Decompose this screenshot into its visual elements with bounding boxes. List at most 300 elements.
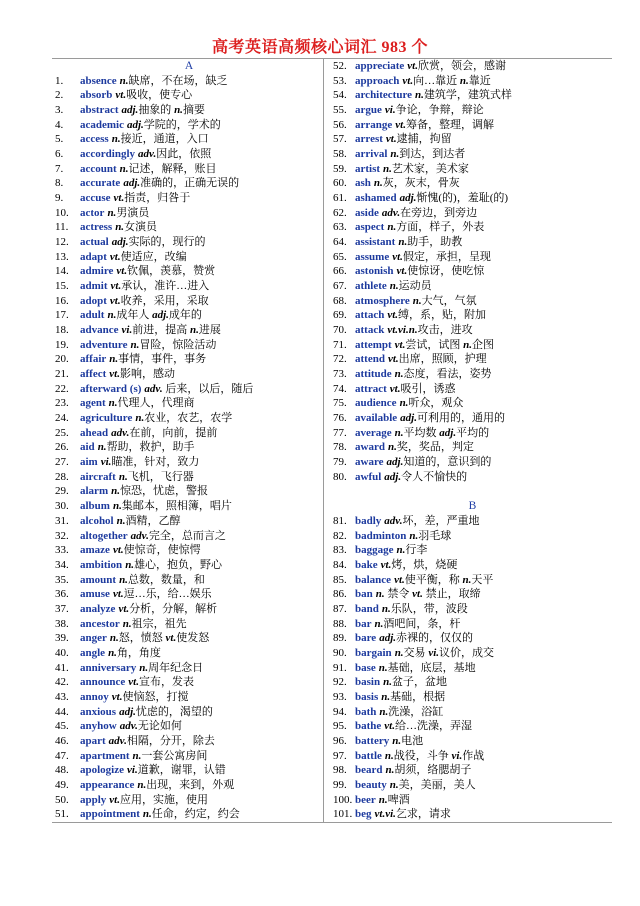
vocab-entry bbox=[333, 396, 612, 411]
entry-word: aside bbox=[355, 206, 379, 219]
definition: 使适应，改编 bbox=[120, 250, 187, 263]
entry-number: 52. bbox=[333, 60, 347, 72]
entry-word: appreciate bbox=[355, 60, 405, 72]
part-of-speech: n. bbox=[112, 500, 122, 513]
part-of-speech: n. bbox=[119, 74, 129, 87]
entry-word: aircraft bbox=[80, 470, 116, 483]
entry-word: accuse bbox=[80, 192, 111, 205]
definition: 指责，归咎于 bbox=[124, 192, 191, 205]
definition: 洗澡，浴缸 bbox=[388, 705, 444, 718]
part-of-speech: n. bbox=[409, 529, 419, 542]
vocab-entry bbox=[55, 191, 323, 206]
entry-word: assistant bbox=[355, 236, 396, 249]
definition: 吸收，使专心 bbox=[126, 89, 193, 102]
vocab-entry bbox=[333, 675, 612, 690]
part-of-speech: adv. bbox=[130, 529, 149, 542]
entry-word: amuse bbox=[80, 588, 110, 601]
definition: 行李 bbox=[405, 544, 428, 557]
entry-number: 92. bbox=[333, 676, 347, 689]
part-of-speech: vt. bbox=[387, 353, 399, 366]
entry-word: audience bbox=[355, 397, 397, 410]
part-of-speech: n. bbox=[381, 690, 391, 703]
part-of-speech: adv. bbox=[384, 514, 403, 527]
definition: 实际的，现行的 bbox=[128, 236, 206, 249]
definition: 雄心，抱负，野心 bbox=[134, 558, 223, 571]
vocab-entry bbox=[333, 778, 612, 793]
entry-number: 23. bbox=[55, 397, 69, 410]
vocab-entry bbox=[55, 250, 323, 265]
entry-word: agriculture bbox=[80, 412, 133, 425]
entry-number: 93. bbox=[333, 690, 347, 703]
vocab-entry bbox=[55, 367, 323, 382]
definition: 祖宗，祖先 bbox=[131, 617, 187, 630]
entry-number: 7. bbox=[55, 162, 64, 175]
entry-word: attitude bbox=[355, 368, 392, 381]
definition: 羽毛球 bbox=[418, 529, 452, 542]
definition: 议价，成交 bbox=[439, 646, 495, 659]
entry-number: 98. bbox=[333, 764, 347, 777]
part-of-speech: n. bbox=[462, 573, 472, 586]
entry-number: 39. bbox=[55, 632, 69, 645]
entry-number: 45. bbox=[55, 720, 69, 733]
part-of-speech: adj. bbox=[121, 104, 139, 117]
entry-number: 75. bbox=[333, 397, 347, 410]
entry-number: 70. bbox=[333, 324, 347, 337]
definition: 禁令 bbox=[384, 588, 413, 601]
entry-number: 9. bbox=[55, 192, 64, 205]
definition: 筹备，整理，调解 bbox=[405, 118, 494, 131]
part-of-speech: adv. bbox=[144, 382, 163, 395]
entry-number: 88. bbox=[333, 617, 347, 630]
entry-number: 74. bbox=[333, 382, 347, 395]
vocab-entry bbox=[333, 338, 612, 353]
definition: 赤裸的，仅仅的 bbox=[396, 632, 473, 645]
definition: 建筑学，建筑式样 bbox=[423, 89, 512, 102]
part-of-speech: adj. bbox=[384, 470, 402, 483]
definition: 代理人，代理商 bbox=[117, 397, 195, 410]
vocab-entry bbox=[333, 118, 612, 133]
part-of-speech: vi. bbox=[127, 764, 138, 777]
vocab-entry bbox=[55, 235, 323, 250]
entry-number: 12. bbox=[55, 236, 69, 249]
vocab-entry bbox=[333, 529, 612, 544]
definition: 无论如何 bbox=[137, 720, 182, 733]
definition: 奖，奖品，判定 bbox=[396, 441, 474, 454]
entry-number: 87. bbox=[333, 602, 347, 615]
entry-number: 72. bbox=[333, 353, 347, 366]
vocab-entry bbox=[333, 162, 612, 177]
entry-number: 60. bbox=[333, 177, 347, 190]
entry-word: apply bbox=[80, 793, 107, 806]
definition: 任命，约定，约会 bbox=[151, 808, 240, 821]
part-of-speech: vt. bbox=[118, 602, 130, 615]
entry-number: 42. bbox=[55, 676, 69, 689]
definition: 方面，样子，外表 bbox=[396, 221, 485, 234]
part-of-speech: n. bbox=[390, 148, 400, 161]
entry-word: adopt bbox=[80, 294, 107, 307]
vocabulary-table bbox=[52, 58, 612, 823]
vocab-entry bbox=[55, 749, 323, 764]
entry-number: 18. bbox=[55, 324, 69, 337]
vocab-entry bbox=[333, 573, 612, 588]
entry-number: 28. bbox=[55, 470, 69, 483]
definition: 学院的，学术的 bbox=[143, 118, 221, 131]
part-of-speech: adj. bbox=[400, 412, 417, 425]
vocab-entry bbox=[55, 470, 323, 485]
definition: 基础，根据 bbox=[390, 690, 446, 703]
part-of-speech: vt. bbox=[394, 338, 406, 351]
vocab-entry bbox=[333, 74, 612, 89]
entry-word: adapt bbox=[80, 250, 107, 263]
part-of-speech: vt. bbox=[407, 60, 418, 72]
right-column bbox=[324, 59, 612, 822]
entry-number: 35. bbox=[55, 573, 69, 586]
entry-word: apartment bbox=[80, 749, 130, 762]
entry-word: battery bbox=[355, 734, 390, 747]
part-of-speech: vt. bbox=[389, 382, 401, 395]
definition: 欣赏，领会，感谢 bbox=[418, 60, 506, 72]
definition: 乐队，带，波段 bbox=[390, 602, 468, 615]
vocab-entry bbox=[55, 558, 323, 573]
vocab-entry bbox=[333, 103, 612, 118]
part-of-speech: n. bbox=[189, 324, 199, 337]
vocab-entry bbox=[55, 617, 323, 632]
vocab-entry bbox=[55, 338, 323, 353]
part-of-speech: vt. bbox=[380, 558, 392, 571]
entry-word: average bbox=[355, 426, 392, 439]
definition: 成年的 bbox=[168, 309, 202, 322]
vocab-entry bbox=[333, 617, 612, 632]
entry-number: 101. bbox=[333, 808, 353, 821]
vocab-entry bbox=[333, 719, 612, 734]
section-header: B bbox=[468, 500, 477, 513]
vocab-entry bbox=[333, 690, 612, 705]
entry-word: ashamed bbox=[355, 192, 397, 205]
part-of-speech: n. bbox=[383, 162, 392, 175]
entry-number: 6. bbox=[55, 148, 64, 161]
part-of-speech: n. bbox=[135, 412, 145, 425]
part-of-speech: adj. bbox=[439, 426, 457, 439]
entry-number: 57. bbox=[333, 133, 347, 146]
entry-word: admire bbox=[80, 265, 114, 278]
definition: 禁止，取缔 bbox=[422, 588, 481, 601]
vocab-entry bbox=[55, 675, 323, 690]
definition: 啤酒 bbox=[387, 793, 410, 806]
part-of-speech: n. bbox=[392, 734, 402, 747]
vocab-entry bbox=[55, 499, 323, 514]
vocab-entry bbox=[55, 103, 323, 118]
entry-number: 80. bbox=[333, 470, 347, 483]
entry-number: 67. bbox=[333, 280, 347, 293]
entry-word: argue bbox=[355, 104, 382, 117]
entry-word: anxious bbox=[80, 705, 117, 718]
vocab-entry bbox=[55, 455, 323, 470]
definition: 平均数 bbox=[403, 426, 440, 439]
vocab-entry bbox=[333, 132, 612, 147]
entry-word: actual bbox=[80, 236, 109, 249]
entry-word: actress bbox=[80, 221, 113, 234]
part-of-speech: vt.vi.n. bbox=[387, 324, 418, 337]
part-of-speech: n. bbox=[399, 397, 409, 410]
part-of-speech: n. bbox=[398, 236, 408, 249]
part-of-speech: n. bbox=[142, 808, 152, 821]
part-of-speech: vt. bbox=[112, 588, 124, 601]
definition: 飞机，飞行器 bbox=[127, 470, 194, 483]
entry-word: album bbox=[80, 500, 110, 513]
entry-word: altogether bbox=[80, 529, 128, 542]
part-of-speech: vt. bbox=[116, 265, 128, 278]
entry-number: 66. bbox=[333, 265, 347, 278]
entry-word: attend bbox=[355, 353, 385, 366]
entry-number: 54. bbox=[333, 89, 347, 102]
entry-word: attach bbox=[355, 309, 385, 322]
entry-number: 73. bbox=[333, 368, 347, 381]
entry-word: beard bbox=[355, 764, 383, 777]
entry-number: 48. bbox=[55, 764, 69, 777]
vocab-entry bbox=[55, 705, 323, 720]
entry-number: 15. bbox=[55, 280, 69, 293]
definition: 忧虑的，渴望的 bbox=[135, 705, 213, 718]
part-of-speech: n. bbox=[379, 705, 389, 718]
definition: 后来，以后，随后 bbox=[162, 382, 254, 395]
definition: 向…靠近 bbox=[413, 74, 460, 87]
entry-number: 44. bbox=[55, 705, 69, 718]
definition: 周年纪念日 bbox=[148, 661, 204, 674]
entry-word: adventure bbox=[80, 338, 128, 351]
definition: 承认，准许…进入 bbox=[121, 280, 210, 293]
definition: 成年人 bbox=[116, 309, 153, 322]
part-of-speech: vt. bbox=[115, 89, 127, 102]
part-of-speech: n. bbox=[463, 338, 472, 351]
entry-word: artist bbox=[355, 162, 381, 175]
entry-word: announce bbox=[80, 676, 126, 689]
vocab-entry bbox=[333, 411, 612, 426]
vocab-entry bbox=[55, 323, 323, 338]
definition: 吸引，诱惑 bbox=[400, 382, 456, 395]
entry-word: beg bbox=[355, 808, 372, 821]
entry-number: 20. bbox=[55, 353, 69, 366]
part-of-speech: vi. bbox=[384, 104, 396, 117]
part-of-speech: vt. bbox=[412, 588, 423, 601]
entry-number: 30. bbox=[55, 500, 69, 513]
entry-word: basis bbox=[355, 690, 379, 703]
entry-number: 46. bbox=[55, 734, 69, 747]
entry-number: 31. bbox=[55, 514, 69, 527]
entry-number: 27. bbox=[55, 456, 69, 469]
vocab-entry bbox=[55, 411, 323, 426]
definition: 盆子，盆地 bbox=[391, 676, 447, 689]
definition: 缺席，不在场，缺乏 bbox=[128, 74, 228, 87]
vocab-entry bbox=[55, 573, 323, 588]
entry-word: accurate bbox=[80, 177, 121, 190]
definition: 女演员 bbox=[124, 221, 158, 234]
part-of-speech: n. bbox=[385, 764, 395, 777]
definition: 完全，总而言之 bbox=[148, 529, 226, 542]
definition: 收养，采用，采取 bbox=[120, 294, 209, 307]
definition: 准确的，正确无误的 bbox=[140, 177, 240, 190]
entry-word: arrest bbox=[355, 133, 383, 146]
part-of-speech: adj. bbox=[379, 632, 396, 645]
vocab-entry bbox=[55, 484, 323, 499]
entry-word: accordingly bbox=[80, 148, 135, 161]
vocab-entry bbox=[333, 220, 612, 235]
definition: 男演员 bbox=[116, 206, 150, 219]
vocab-entry bbox=[55, 646, 323, 661]
part-of-speech: n. bbox=[122, 617, 132, 630]
part-of-speech: adj. bbox=[152, 309, 169, 322]
definition: 坏，差，严重地 bbox=[402, 514, 480, 527]
vocab-entry bbox=[55, 382, 323, 397]
vocab-entry bbox=[55, 396, 323, 411]
vocab-entry bbox=[333, 514, 612, 529]
definition: 争论，争辩，辩论 bbox=[395, 104, 484, 117]
entry-word: absorb bbox=[80, 89, 113, 102]
entry-word: available bbox=[355, 412, 398, 425]
entry-number: 5. bbox=[55, 133, 64, 146]
entry-word: beauty bbox=[355, 778, 387, 791]
part-of-speech: vt. bbox=[402, 74, 414, 87]
part-of-speech: vt. bbox=[109, 250, 121, 263]
entry-number: 11. bbox=[55, 221, 69, 234]
vocab-entry bbox=[55, 440, 323, 455]
vocab-entry bbox=[333, 206, 612, 221]
entry-number: 81. bbox=[333, 514, 347, 527]
vocab-entry bbox=[333, 308, 612, 323]
vocab-entry bbox=[55, 294, 323, 309]
entry-word: agent bbox=[80, 397, 106, 410]
definition: 冒险，惊险活动 bbox=[139, 338, 217, 351]
definition: 态度，看法，姿势 bbox=[403, 368, 492, 381]
part-of-speech: n. bbox=[139, 661, 149, 674]
entry-word: arrange bbox=[355, 118, 393, 131]
entry-number: 29. bbox=[55, 485, 69, 498]
entry-word: atmosphere bbox=[355, 294, 410, 307]
vocab-entry bbox=[55, 690, 323, 705]
entry-number: 33. bbox=[55, 544, 69, 557]
entry-word: alarm bbox=[80, 485, 109, 498]
part-of-speech: vt. bbox=[113, 192, 125, 205]
definition: 艺术家，美术家 bbox=[391, 162, 469, 175]
vocab-entry bbox=[55, 308, 323, 323]
part-of-speech: vt. bbox=[396, 265, 408, 278]
definition: 集邮本，照相簿，唱片 bbox=[121, 500, 232, 513]
entry-number: 89. bbox=[333, 632, 347, 645]
document-title: 高考英语高频核心词汇 983 个 bbox=[211, 39, 428, 56]
part-of-speech: n. bbox=[137, 778, 147, 791]
part-of-speech: adv. bbox=[119, 720, 138, 733]
part-of-speech: n. bbox=[412, 294, 422, 307]
entry-number: 25. bbox=[55, 426, 69, 439]
section-header: A bbox=[184, 60, 194, 72]
part-of-speech: vt. bbox=[384, 720, 395, 733]
entry-word: aspect bbox=[355, 221, 385, 234]
vocab-entry bbox=[333, 807, 612, 822]
entry-number: 51. bbox=[55, 808, 69, 821]
vocab-entry bbox=[333, 705, 612, 720]
definition: 基础，底层，基地 bbox=[387, 661, 476, 674]
definition: 记述，解释，账目 bbox=[128, 162, 217, 175]
vocab-entry bbox=[333, 88, 612, 103]
part-of-speech: vt. bbox=[111, 690, 123, 703]
part-of-speech: n. bbox=[118, 470, 128, 483]
entry-number: 84. bbox=[333, 558, 347, 571]
definition: 使平衡，称 bbox=[404, 573, 463, 586]
entry-number: 55. bbox=[333, 104, 347, 117]
entry-word: affair bbox=[80, 353, 107, 366]
definition: 尝试，试图 bbox=[405, 338, 464, 351]
vocab-entry bbox=[333, 543, 612, 558]
definition: 助手，助教 bbox=[407, 236, 463, 249]
definition: 逗…乐，给…娱乐 bbox=[123, 588, 212, 601]
vocab-entry bbox=[55, 793, 323, 808]
part-of-speech: vt. bbox=[387, 309, 399, 322]
entry-word: apart bbox=[80, 734, 106, 747]
entry-number: 77. bbox=[333, 426, 347, 439]
entry-word: anyhow bbox=[80, 720, 117, 733]
vocab-entry bbox=[55, 661, 323, 676]
part-of-speech: n. bbox=[132, 749, 142, 762]
vocab-entry bbox=[333, 367, 612, 382]
entry-number: 36. bbox=[55, 588, 69, 601]
part-of-speech: n. bbox=[119, 573, 128, 586]
definition: 大气，气氛 bbox=[421, 294, 477, 307]
entry-word: affect bbox=[80, 368, 107, 381]
definition: 缚，系，贴，附加 bbox=[398, 309, 487, 322]
vocab-entry bbox=[55, 176, 323, 191]
definition: 使发怒 bbox=[176, 632, 210, 645]
vocab-entry bbox=[333, 279, 612, 294]
entry-word: bath bbox=[355, 705, 377, 718]
vocab-entry bbox=[55, 220, 323, 235]
entry-number: 83. bbox=[333, 544, 347, 557]
entry-number: 99. bbox=[333, 778, 347, 791]
entry-number: 37. bbox=[55, 602, 69, 615]
entry-word: bathe bbox=[355, 720, 382, 733]
definition: 电池 bbox=[401, 734, 424, 747]
part-of-speech: adj. bbox=[123, 177, 141, 190]
definition: 使惊奇，使惊愕 bbox=[123, 544, 201, 557]
part-of-speech: n. bbox=[109, 632, 119, 645]
definition: 令人不愉快的 bbox=[401, 470, 468, 483]
entry-word: angle bbox=[80, 646, 106, 659]
entry-word: alcohol bbox=[80, 514, 114, 527]
part-of-speech: vt. bbox=[395, 118, 406, 131]
entry-word: base bbox=[355, 661, 376, 674]
definition: 帮助，救护，助手 bbox=[106, 441, 195, 454]
entry-number: 32. bbox=[55, 529, 69, 542]
vocab-entry bbox=[333, 661, 612, 676]
entry-number: 100. bbox=[333, 793, 353, 806]
vocab-entry bbox=[333, 147, 612, 162]
entry-number: 65. bbox=[333, 250, 347, 263]
definition: 酒吧间，条，杆 bbox=[383, 617, 461, 630]
part-of-speech: n. bbox=[107, 309, 117, 322]
part-of-speech: n. bbox=[389, 280, 399, 293]
vocab-entry bbox=[55, 543, 323, 558]
part-of-speech: n. bbox=[125, 558, 135, 571]
entry-word: bare bbox=[355, 632, 377, 645]
part-of-speech: n. bbox=[387, 441, 397, 454]
part-of-speech: n. bbox=[394, 426, 404, 439]
entry-word: appearance bbox=[80, 778, 135, 791]
vocab-entry bbox=[55, 529, 323, 544]
definition: 一套公寓房间 bbox=[141, 749, 208, 762]
vocab-entry bbox=[55, 88, 323, 103]
part-of-speech: adv. bbox=[381, 206, 401, 219]
vocab-entry bbox=[333, 734, 612, 749]
vocab-entry bbox=[55, 602, 323, 617]
entry-number: 97. bbox=[333, 749, 347, 762]
